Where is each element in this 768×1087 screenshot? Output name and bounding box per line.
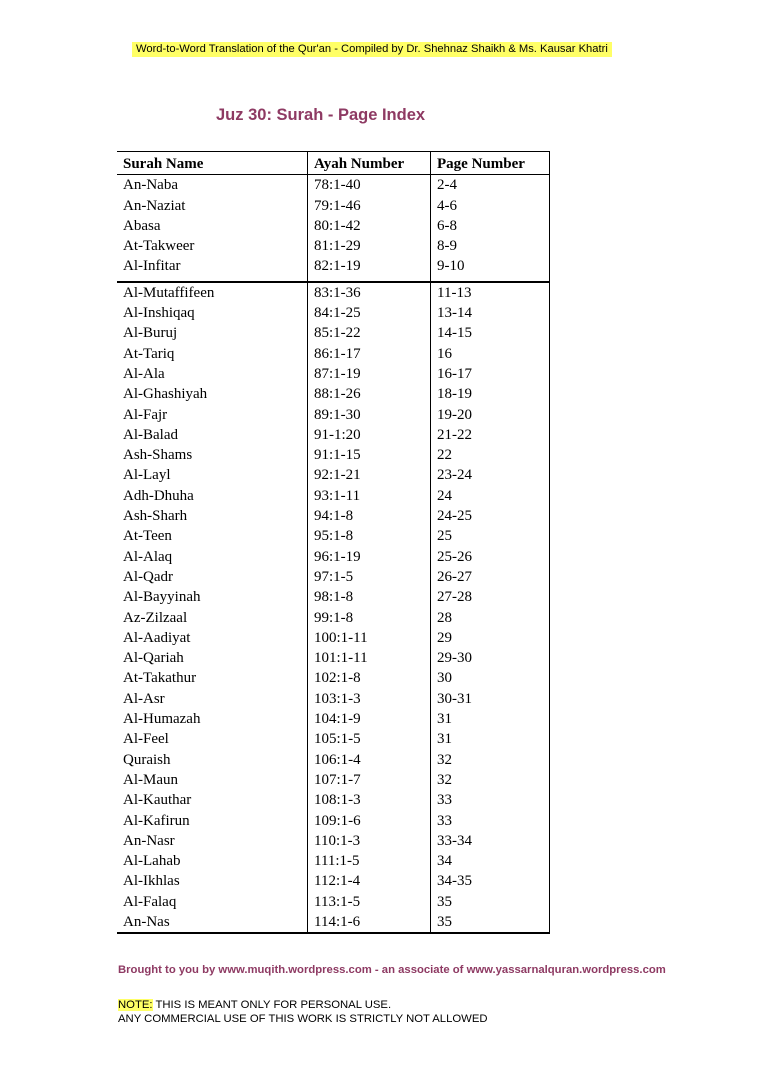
- table-row: [117, 628, 550, 648]
- ayah-number-cell: 88:1-26: [308, 384, 431, 404]
- table-row: [117, 256, 550, 281]
- page-number-cell: 18-19: [431, 384, 550, 404]
- surah-name-cell: At-Takathur: [117, 668, 308, 688]
- ayah-number-cell: 102:1-8: [308, 668, 431, 688]
- surah-name-cell: An-Nasr: [117, 831, 308, 851]
- surah-name-cell: Al-Fajr: [117, 405, 308, 425]
- page-number-cell: 34: [431, 851, 550, 871]
- table-row: [117, 831, 550, 851]
- column-header-surah-name: Surah Name: [117, 152, 308, 175]
- ayah-number-cell: 104:1-9: [308, 709, 431, 729]
- page-number-cell: 32: [431, 750, 550, 770]
- surah-name-cell: Al-Aadiyat: [117, 628, 308, 648]
- ayah-number-cell: 87:1-19: [308, 364, 431, 384]
- footer-credit: Brought to you by www.muqith.wordpress.com - an associate of www.yassarnalquran.wordpress.com: [118, 964, 666, 976]
- surah-name-cell: Ash-Shams: [117, 445, 308, 465]
- ayah-number-cell: 96:1-19: [308, 547, 431, 567]
- ayah-number-cell: 84:1-25: [308, 303, 431, 323]
- table-row: [117, 323, 550, 343]
- page-number-cell: 21-22: [431, 425, 550, 445]
- page-number-cell: 2-4: [431, 175, 550, 196]
- page-number-cell: 31: [431, 729, 550, 749]
- page-number-cell: 35: [431, 892, 550, 912]
- page-number-cell: 25: [431, 526, 550, 546]
- surah-name-cell: At-Teen: [117, 526, 308, 546]
- table-row: [117, 668, 550, 688]
- surah-page-index-table: [117, 151, 550, 934]
- note-line-2: ANY COMMERCIAL USE OF THIS WORK IS STRICTLY NOT ALLOWED: [118, 1013, 488, 1025]
- table-row: [117, 648, 550, 668]
- page-number-cell: 22: [431, 445, 550, 465]
- column-header-page-number: Page Number: [431, 152, 550, 175]
- page-number-cell: 35: [431, 912, 550, 933]
- surah-name-cell: Quraish: [117, 750, 308, 770]
- table-row: [117, 689, 550, 709]
- surah-name-cell: Al-Alaq: [117, 547, 308, 567]
- surah-name-cell: Al-Kafirun: [117, 811, 308, 831]
- note-label: NOTE:: [118, 999, 153, 1011]
- header-banner: Word-to-Word Translation of the Qur'an - Compiled by Dr. Shehnaz Shaikh & Ms. Kausar Khatri: [132, 42, 612, 57]
- surah-name-cell: At-Tariq: [117, 344, 308, 364]
- surah-name-cell: Al-Asr: [117, 689, 308, 709]
- ayah-number-cell: 110:1-3: [308, 831, 431, 851]
- page-number-cell: 34-35: [431, 871, 550, 891]
- table-row: [117, 587, 550, 607]
- surah-name-cell: Al-Bayyinah: [117, 587, 308, 607]
- table-row: [117, 811, 550, 831]
- ayah-number-cell: 93:1-11: [308, 486, 431, 506]
- page-number-cell: 29-30: [431, 648, 550, 668]
- ayah-number-cell: 86:1-17: [308, 344, 431, 364]
- ayah-number-cell: 95:1-8: [308, 526, 431, 546]
- surah-name-cell: Az-Zilzaal: [117, 608, 308, 628]
- page-number-cell: 16-17: [431, 364, 550, 384]
- surah-name-cell: Ash-Sharh: [117, 506, 308, 526]
- table-row: [117, 282, 550, 303]
- table-row: [117, 196, 550, 216]
- table-row: [117, 871, 550, 891]
- surah-name-cell: Al-Maun: [117, 770, 308, 790]
- ayah-number-cell: 81:1-29: [308, 236, 431, 256]
- ayah-number-cell: 99:1-8: [308, 608, 431, 628]
- surah-name-cell: Abasa: [117, 216, 308, 236]
- table-row: [117, 567, 550, 587]
- surah-name-cell: Al-Ghashiyah: [117, 384, 308, 404]
- table-row: [117, 216, 550, 236]
- ayah-number-cell: 100:1-11: [308, 628, 431, 648]
- ayah-number-cell: 85:1-22: [308, 323, 431, 343]
- surah-name-cell: Al-Ala: [117, 364, 308, 384]
- page-number-cell: 31: [431, 709, 550, 729]
- table-body: [117, 175, 550, 933]
- table-row: [117, 526, 550, 546]
- ayah-number-cell: 113:1-5: [308, 892, 431, 912]
- table-row: [117, 344, 550, 364]
- page-number-cell: 4-6: [431, 196, 550, 216]
- table-row: [117, 445, 550, 465]
- ayah-number-cell: 89:1-30: [308, 405, 431, 425]
- page-number-cell: 28: [431, 608, 550, 628]
- surah-name-cell: Al-Qariah: [117, 648, 308, 668]
- page-title: Juz 30: Surah - Page Index: [216, 106, 426, 124]
- table-row: [117, 506, 550, 526]
- surah-name-cell: Al-Buruj: [117, 323, 308, 343]
- page-number-cell: 19-20: [431, 405, 550, 425]
- ayah-number-cell: 106:1-4: [308, 750, 431, 770]
- surah-name-cell: Al-Mutaffifeen: [117, 282, 308, 303]
- surah-name-cell: Al-Qadr: [117, 567, 308, 587]
- ayah-number-cell: 107:1-7: [308, 770, 431, 790]
- ayah-number-cell: 103:1-3: [308, 689, 431, 709]
- table-row: [117, 892, 550, 912]
- page-number-cell: 6-8: [431, 216, 550, 236]
- ayah-number-cell: 98:1-8: [308, 587, 431, 607]
- surah-name-cell: An-Nas: [117, 912, 308, 933]
- ayah-number-cell: 114:1-6: [308, 912, 431, 933]
- ayah-number-cell: 91:1-15: [308, 445, 431, 465]
- page-number-cell: 33-34: [431, 831, 550, 851]
- page-number-cell: 23-24: [431, 465, 550, 485]
- table-row: [117, 770, 550, 790]
- ayah-number-cell: 112:1-4: [308, 871, 431, 891]
- ayah-number-cell: 97:1-5: [308, 567, 431, 587]
- page-number-cell: 27-28: [431, 587, 550, 607]
- page-number-cell: 8-9: [431, 236, 550, 256]
- table-row: [117, 790, 550, 810]
- ayah-number-cell: 105:1-5: [308, 729, 431, 749]
- ayah-number-cell: 79:1-46: [308, 196, 431, 216]
- page-number-cell: 33: [431, 811, 550, 831]
- ayah-number-cell: 91-1:20: [308, 425, 431, 445]
- page-number-cell: 14-15: [431, 323, 550, 343]
- page-number-cell: 9-10: [431, 256, 550, 281]
- ayah-number-cell: 83:1-36: [308, 282, 431, 303]
- surah-name-cell: An-Naziat: [117, 196, 308, 216]
- table-row: [117, 851, 550, 871]
- ayah-number-cell: 94:1-8: [308, 506, 431, 526]
- ayah-number-cell: 111:1-5: [308, 851, 431, 871]
- table-row: [117, 912, 550, 933]
- table-row: [117, 425, 550, 445]
- table-row: [117, 486, 550, 506]
- page-number-cell: 30-31: [431, 689, 550, 709]
- ayah-number-cell: 108:1-3: [308, 790, 431, 810]
- page-number-cell: 16: [431, 344, 550, 364]
- ayah-number-cell: 109:1-6: [308, 811, 431, 831]
- table-row: [117, 709, 550, 729]
- surah-name-cell: At-Takweer: [117, 236, 308, 256]
- table-row: [117, 384, 550, 404]
- table-row: [117, 405, 550, 425]
- surah-name-cell: Al-Ikhlas: [117, 871, 308, 891]
- page-number-cell: 11-13: [431, 282, 550, 303]
- surah-name-cell: Al-Kauthar: [117, 790, 308, 810]
- page-number-cell: 26-27: [431, 567, 550, 587]
- table-row: [117, 465, 550, 485]
- table-row: [117, 364, 550, 384]
- table-row: [117, 175, 550, 196]
- ayah-number-cell: 82:1-19: [308, 256, 431, 281]
- table-row: [117, 303, 550, 323]
- surah-name-cell: Al-Humazah: [117, 709, 308, 729]
- table-header-row: [117, 152, 550, 175]
- ayah-number-cell: 80:1-42: [308, 216, 431, 236]
- table-row: [117, 608, 550, 628]
- ayah-number-cell: 92:1-21: [308, 465, 431, 485]
- table-row: [117, 547, 550, 567]
- surah-name-cell: Al-Inshiqaq: [117, 303, 308, 323]
- surah-name-cell: Adh-Dhuha: [117, 486, 308, 506]
- table-row: [117, 236, 550, 256]
- page-number-cell: 13-14: [431, 303, 550, 323]
- surah-name-cell: Al-Feel: [117, 729, 308, 749]
- table-row: [117, 729, 550, 749]
- column-header-ayah-number: Ayah Number: [308, 152, 431, 175]
- surah-name-cell: An-Naba: [117, 175, 308, 196]
- page-number-cell: 24: [431, 486, 550, 506]
- page-number-cell: 33: [431, 790, 550, 810]
- surah-name-cell: Al-Layl: [117, 465, 308, 485]
- ayah-number-cell: 101:1-11: [308, 648, 431, 668]
- ayah-number-cell: 78:1-40: [308, 175, 431, 196]
- page-number-cell: 30: [431, 668, 550, 688]
- surah-name-cell: Al-Falaq: [117, 892, 308, 912]
- surah-name-cell: Al-Lahab: [117, 851, 308, 871]
- note-text: THIS IS MEANT ONLY FOR PERSONAL USE.: [152, 999, 392, 1011]
- surah-name-cell: Al-Balad: [117, 425, 308, 445]
- page-number-cell: 24-25: [431, 506, 550, 526]
- table-row: [117, 750, 550, 770]
- page-number-cell: 32: [431, 770, 550, 790]
- page-number-cell: 29: [431, 628, 550, 648]
- usage-note: [118, 998, 488, 1026]
- surah-name-cell: Al-Infitar: [117, 256, 308, 281]
- page-number-cell: 25-26: [431, 547, 550, 567]
